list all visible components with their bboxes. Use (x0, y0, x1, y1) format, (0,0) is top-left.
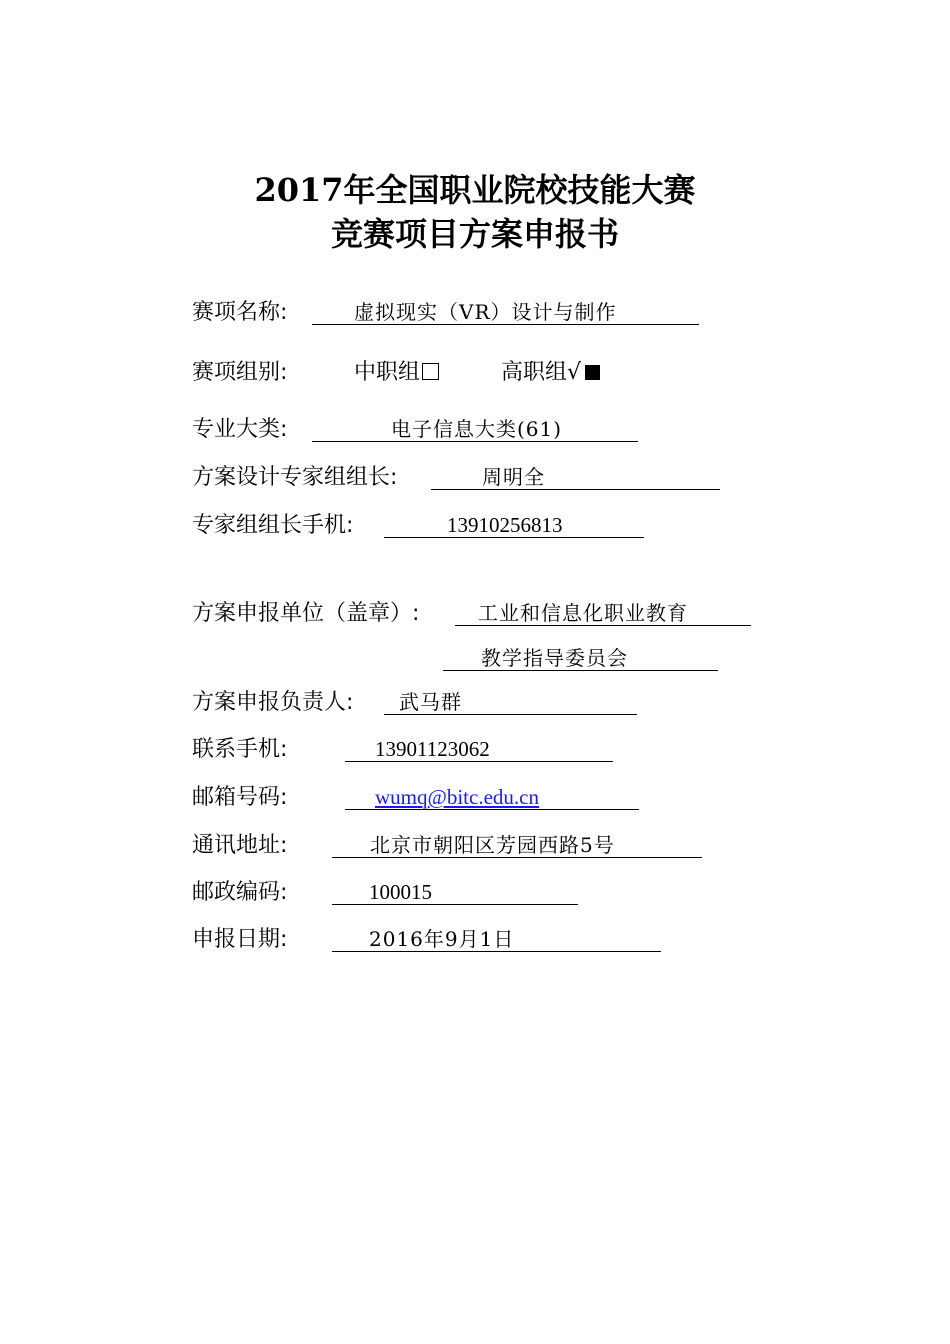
contact-phone-value: 13901123062 (375, 737, 490, 761)
date-value: 2016年9月1日 (369, 927, 515, 951)
date-label: 申报日期: (192, 927, 288, 952)
field-expert-leader (0, 458, 950, 494)
field-group (0, 353, 950, 389)
checkmark-icon: √ (567, 360, 582, 385)
email-link[interactable]: wumq@bitc.edu.cn (375, 785, 539, 809)
group-option-secondary-label: 中职组 (354, 360, 421, 385)
group-label: 赛项组别: (192, 360, 288, 385)
unchecked-box-icon (422, 363, 439, 380)
leader-phone-value: 13910256813 (447, 513, 563, 537)
field-email (0, 778, 950, 814)
major-category-value: 电子信息大类(61) (391, 417, 563, 441)
applicant-unit-label: 方案申报单位（盖章）: (192, 601, 420, 626)
field-address (0, 826, 950, 862)
group-option-higher-label: 高职组 (501, 360, 568, 385)
field-person-in-charge (0, 683, 950, 719)
contact-phone-label: 联系手机: (192, 737, 288, 762)
email-label: 邮箱号码: (192, 785, 288, 810)
document-title-line1: 2017年全国职业院校技能大赛 (254, 171, 696, 209)
field-major-category (0, 410, 950, 446)
expert-leader-underline (431, 489, 720, 490)
field-event-name (0, 293, 950, 329)
postal-code-label: 邮政编码: (192, 880, 288, 905)
postal-code-value: 100015 (369, 880, 432, 904)
address-label: 通讯地址: (192, 833, 288, 858)
field-date (0, 920, 950, 956)
event-name-label: 赛项名称: (192, 300, 288, 325)
expert-leader-value: 周明全 (482, 465, 545, 489)
applicant-unit-value-line1: 工业和信息化职业教育 (478, 601, 688, 625)
field-postal-code (0, 873, 950, 909)
group-option-higher[interactable] (501, 359, 600, 387)
major-category-label: 专业大类: (192, 417, 288, 442)
leader-phone-label: 专家组组长手机: (192, 513, 354, 538)
applicant-unit-value-line2: 教学指导委员会 (481, 646, 628, 670)
field-applicant-unit-continued (0, 639, 950, 675)
document-title-line2: 竞赛项目方案申报书 (330, 215, 619, 253)
event-name-value: 虚拟现实（VR）设计与制作 (354, 300, 617, 324)
person-in-charge-label: 方案申报负责人: (192, 690, 354, 715)
group-option-secondary[interactable] (354, 359, 439, 387)
expert-leader-label: 方案设计专家组组长: (192, 465, 398, 490)
person-in-charge-value: 武马群 (399, 690, 462, 714)
field-applicant-unit (0, 594, 950, 630)
checked-box-icon (585, 365, 600, 380)
field-leader-phone (0, 506, 950, 542)
field-contact-phone (0, 730, 950, 766)
address-value: 北京市朝阳区芳园西路5号 (370, 833, 615, 857)
